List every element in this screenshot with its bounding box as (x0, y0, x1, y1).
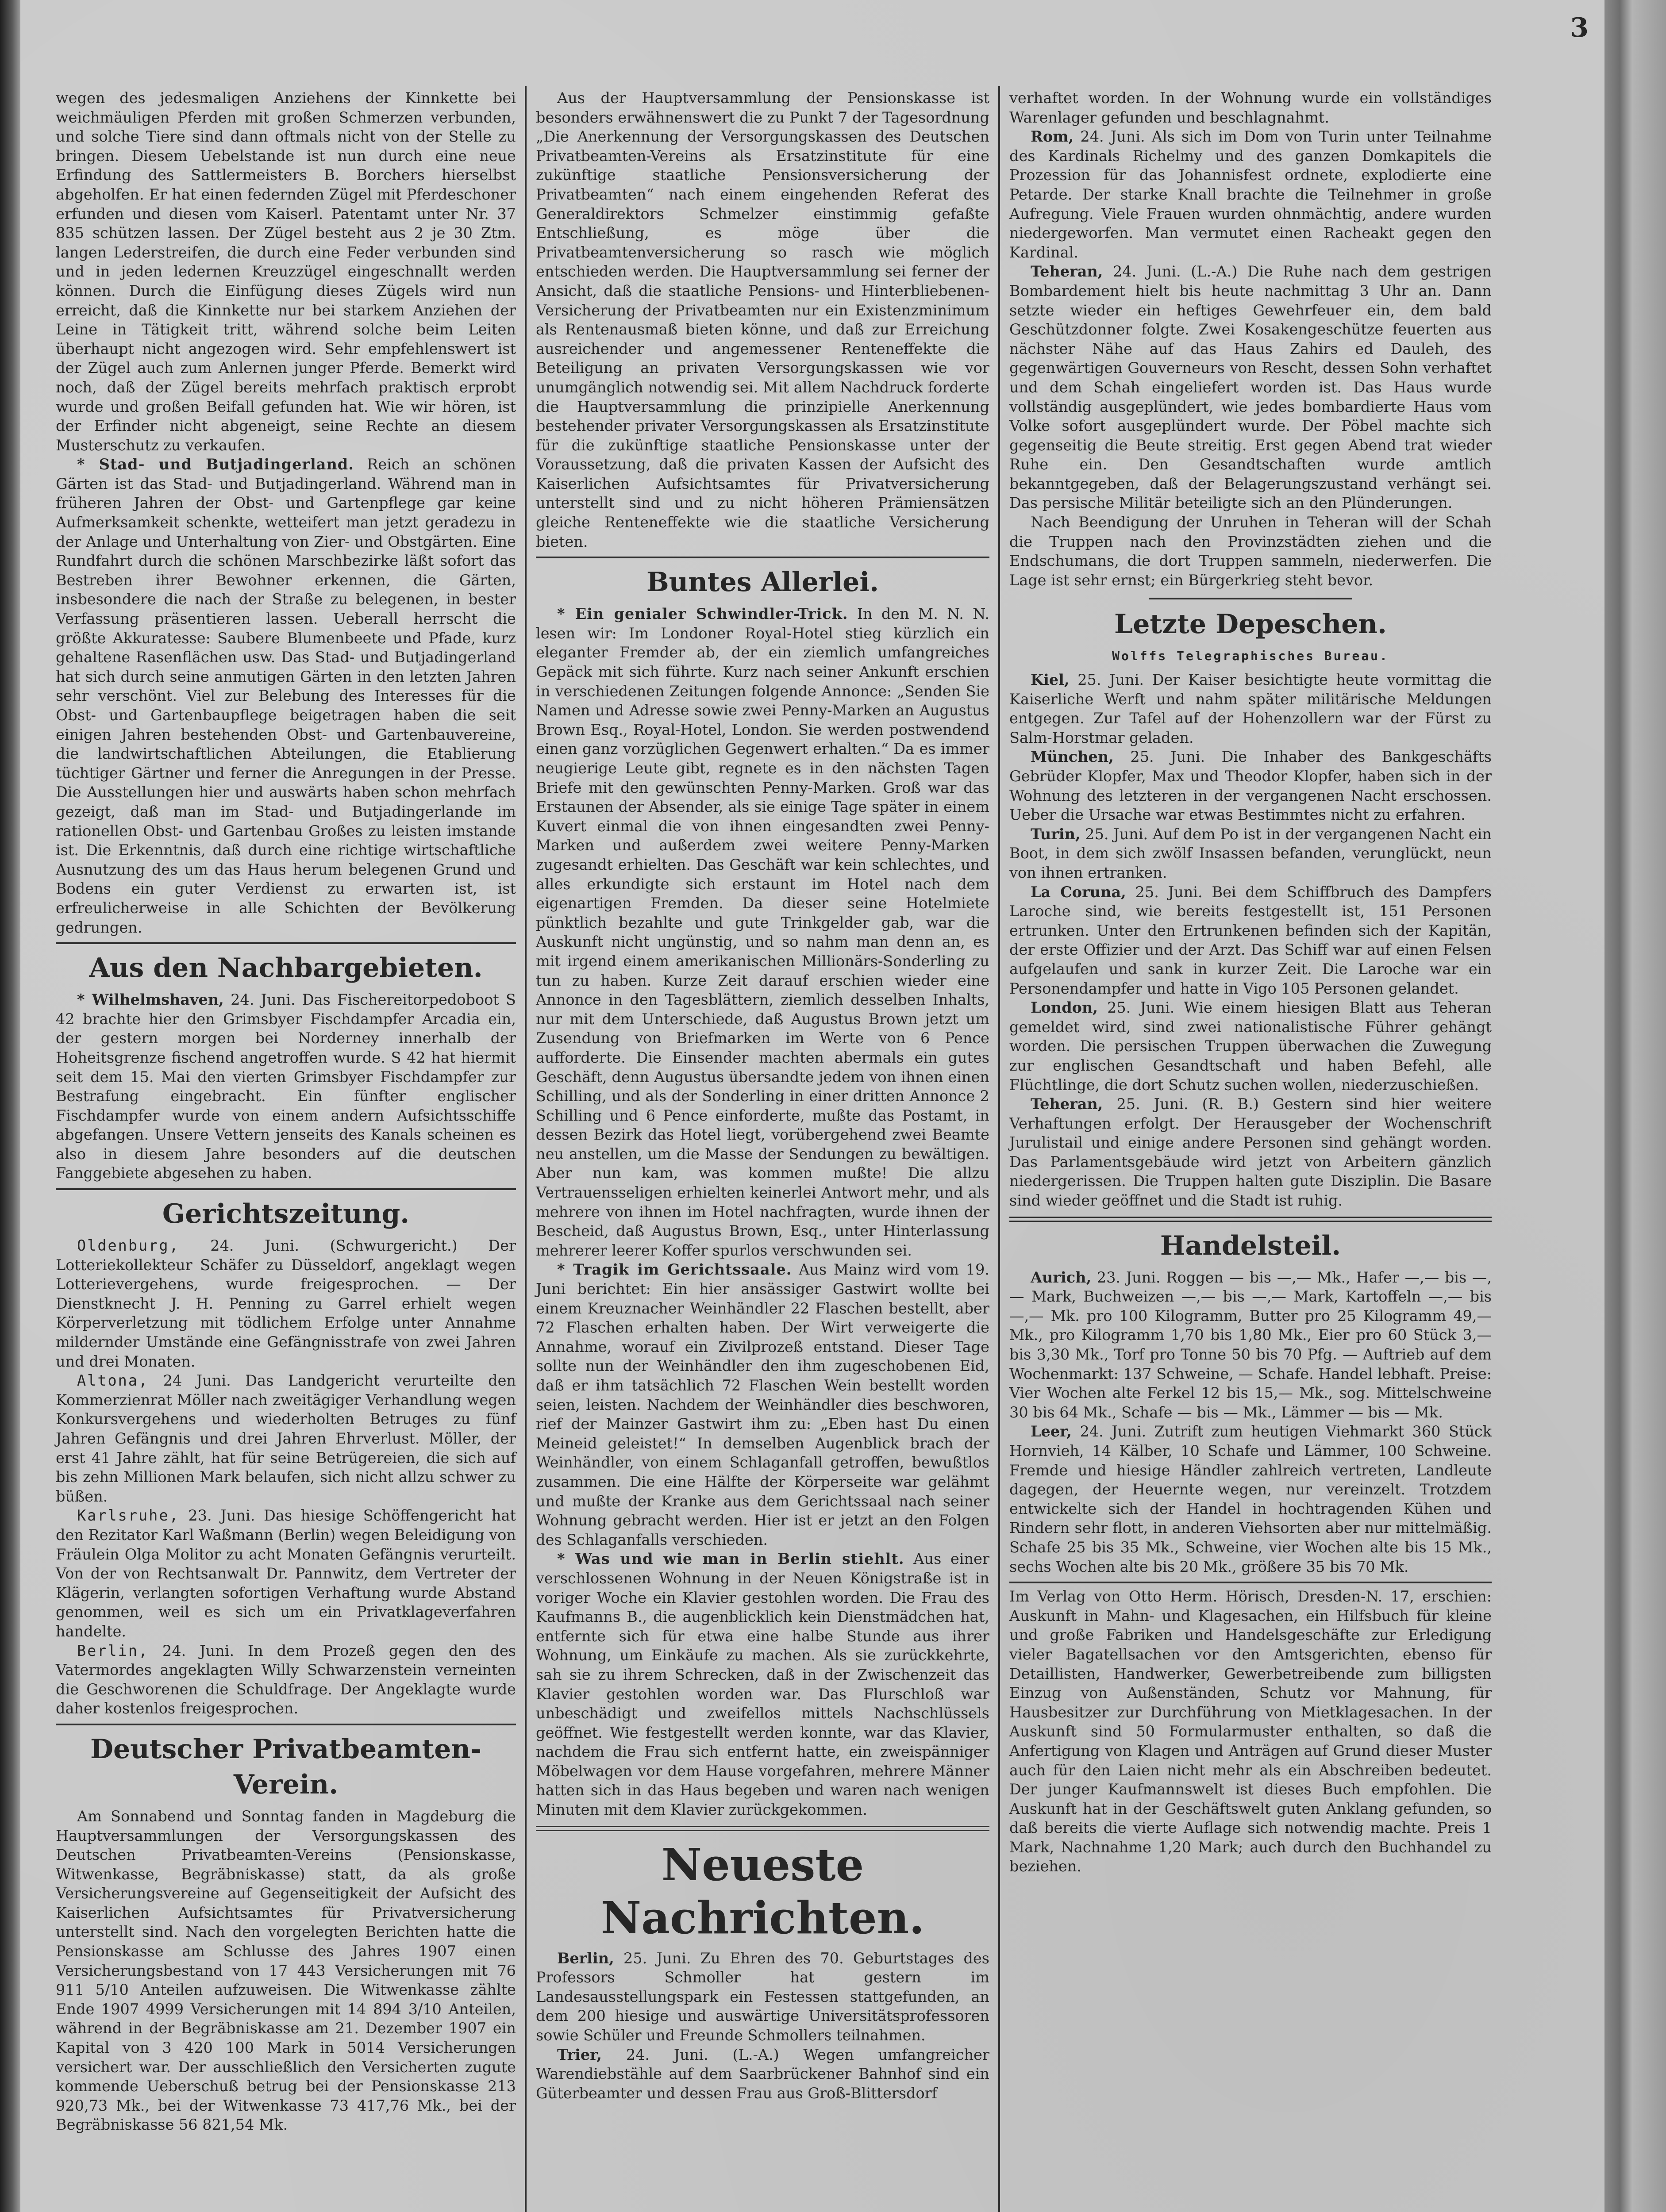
section-divider (1149, 598, 1352, 599)
dateline-place: München, (1031, 748, 1114, 766)
article-paragraph (1009, 1268, 1492, 1422)
article-paragraph (1009, 747, 1492, 824)
dateline-place: Kiel, (1031, 671, 1070, 689)
article-paragraph (56, 455, 516, 937)
section-divider (1009, 1217, 1492, 1222)
article-text: Aus Mainz wird vom 19. Juni berichtet: Ein hier ansässiger Gastwirt wollte bei einem Kreuznacher Weinhändler 22 Flaschen bestellt, aber 72 Flaschen erhalten haben. Der Wirt verweigerte die Annahme, worauf ein Zivilprozeß entstand. Dieser Tage sollte nun der Weinhändler den ihm zugeschobenen Eid, daß er ihm tatsächlich 72 Flaschen Wein bestellt worden seien, leisten. Nachdem der Weinhändler dies beschworen, rief der Mainzer Gastwirt ihm zu: „Eben hast Du einen Meineid geleistet!“ In demselben Augenblick brach der Weinhändler, von einem Schlaganfall getroffen, bewußtlos zusammen. Die eine Hälfte der Körperseite war gelähmt und mußte der Kranke aus dem Gerichtssaal nach seiner Wohnung gebracht werden. Hier ist er jetzt an den Folgen des Schlaganfalls verschieden. (536, 1261, 989, 1548)
article-paragraph (536, 1260, 989, 1549)
dateline-place: Altona, (77, 1372, 149, 1390)
scan-right-edge (1604, 0, 1666, 2212)
section-divider (536, 1826, 989, 1831)
article-paragraph (56, 1641, 516, 1718)
article-text: 23. Juni. Das hiesige Schöffengericht hat den Rezitator Karl Waßmann (Berlin) wegen Beleidigung von Fräulein Olga Molitor zu acht Monaten Gefängnis verurteilt. Von der von Rechtsanwalt Dr. Pannwitz, dem Vertreter der Klägerin, verlangten sofortigen Verhaftung wurde Abstand genommen, weil es sich um ein Privatklageverfahren handelte. (56, 1507, 516, 1640)
column-1 (56, 88, 516, 2212)
newspaper-page (20, 0, 1604, 2212)
article-paragraph (56, 1506, 516, 1641)
article-text: 24. Juni. (L.-A.) Wegen umfangreicher Warendiebstähle auf dem Saarbrückener Bahnhof sind ein Güterbeamter und dessen Frau aus Groß-Blittersdorf (536, 2046, 990, 2102)
section-divider (56, 1724, 516, 1725)
article-headline: * Tragik im Gerichtssaale. (557, 1261, 792, 1279)
dateline-place: Leer, (1031, 1423, 1072, 1440)
section-title: Neueste Nachrichten. (600, 1838, 925, 1944)
article-text: 24. Juni. Zutrift zum heutigen Viehmarkt 360 Stück Hornvieh, 14 Kälber, 10 Schafe und Lämmer, 100 Schweine. Fremde und hiesige Händler zahlreich vertreten, Landleute dagegen, der Heuernte wegen, nur vereinzelt. Trotzdem entwickelte sich der Handel in hochtragenden Kühen und Rindern sehr flott, in anderen Viehsorten aber nur mittelmäßig. Schafe 25 bis 35 Mk., Schweine, vier Wochen alte bis 15 Mk., sechs Wochen alte bis 20 Mk., größere 35 bis 70 Mk. (1009, 1423, 1492, 1575)
article-paragraph: Aus der Hauptversammlung der Pensionskasse ist besonders erwähnenswert die zu Punkt 7 der Tagesordnung „Die Anerkennung der Versorgungskassen des Deutschen Privatbeamten-Vereins als Ersatzinstitute für eine zukünftige staatliche Pensionsversicherung der Privatbeamten“ nach einem eingehenden Referat des Generaldirektors Schmelzer einstimmig gefaßte Entschließung, es möge über die Privatbeamtenversicherung so rasch wie möglich entschieden werden. Die Hauptversammlung sei ferner der Ansicht, daß die staatliche Pensions- und Hinterbliebenen-Versicherung der Privatbeamten nur ein Existenzminimum als Rentenausmaß bieten könne, und daß zur Erreichung ausreichender und angemessener Renteneffekte die Beteiligung an privaten Versorgungskassen wie vor unumgänglich notwendig sei. Mit allem Nachdruck forderte die Hauptversammlung die prinzipielle Anerkennung bestehender privater Versorgungskassen als Ersatzinstitute für die zukünftige staatliche Pensionskasse unter der Voraussetzung, daß die privaten Kassen der Aufsicht des Kaiserlichen Aufsichtsamtes für Privatversicherung unterstellt sind und zu nicht höheren Prämiensätzen gleiche Renteneffekte wie die staatliche Versicherung bieten. (536, 89, 989, 550)
dateline-place: London, (1031, 999, 1098, 1017)
dateline-place: Karlsruhe, (77, 1507, 180, 1525)
article-text: 24 Juni. Das Landgericht verurteilte den Kommerzienrat Möller nach zweitägiger Verhandlung wegen Konkursvergehens und wiederholten Betruges zu fünf Jahren Gefängnis und drei Jahren Ehrverlust. Möller, der erst 41 Jahre zählt, hat für seine Betrügereien, die sich auf bis zehn Millionen Mark belaufen, sich nicht allzu schwer zu büßen. (56, 1372, 516, 1505)
article-text: Aus einer verschlossenen Wohnung in der Neuen Königstraße ist in voriger Woche ein Klavier gestohlen worden. Die Frau des Kaufmanns B., die augenblicklich kein Dienstmädchen hat, entfernte sich für etwa eine halbe Stunde aus ihrer Wohnung, um Einkäufe zu machen. Als sie zurückkehrte, sah sie zu ihrem Schrecken, daß in der Zwischenzeit das Klavier gestohlen worden war. Das Flurschloß war unbeschädigt und zweifellos mittels Nachschlüssels geöffnet. Wie festgestellt werden konnte, war das Klavier, nachdem die Frau sich entfernt hatte, ein zweispänniger Möbelwagen vor dem Hause vorgefahren, mehrere Männer hatten sich in das Haus begeben und waren nach wenigen Minuten mit dem Klavier zurückgekommen. (536, 1550, 989, 1819)
dateline-place: Aurich, (1031, 1268, 1092, 1286)
advertisement (1009, 1587, 1492, 1876)
article-text: 25. Juni. Der Kaiser besichtigte heute vormittag die Kaiserliche Werft und nahm später militärische Meldungen entgegen. Zur Tafel auf der Hohenzollern war der Fürst zu Salm-Horstmar geladen. (1009, 671, 1492, 746)
article-paragraph (56, 990, 516, 1183)
section-title: Handelsteil. (1160, 1230, 1341, 1261)
article-text: 25. Juni. Zu Ehren des 70. Geburtstages des Professors Schmoller hat gestern im Landesausstellungspark ein Festessen stattgefunden, an dem 200 hiesige und auswärtige Universitätsprofessoren sowie Schüler und Freunde Schmollers teilnahmen. (536, 1949, 989, 2044)
section-title: Letzte Depeschen. (1114, 609, 1387, 640)
article-text: 24. Juni. In dem Prozeß gegen den des Vatermordes angeklagten Willy Schwarzenstein verneinten die Geschworenen die Schuldfrage. Der Angeklagte wurde daher kostenlos freigesprochen. (56, 1642, 516, 1717)
section-divider (56, 942, 516, 944)
scan-left-edge (0, 0, 20, 2212)
article-text: 24. Juni. (L.-A.) Die Ruhe nach dem gestrigen Bombardement hielt bis heute nachmittag 3 Uhr an. Dann setzte wieder ein heftiges Gewehrfeuer ein, dem bald Geschützdonner folgte. Zwei Kosakengeschütze feuerten aus nächster Nähe auf das Haus Zahirs ed Dauleh, des gegenwärtigen Gouverneurs von Rescht, dessen Sohn verhaftet und dem Schah eingeliefert worden ist. Das Haus wurde vollständig ausgeplündert, wie jedes bombardierte Haus vom Volke sofort ausgeplündert wurde. Der Pöbel machte sich gegenseitig die Beute streitig. Erst gegen Abend trat wieder Ruhe ein. Den Gesandtschaften wurde amtlich bekanntgegeben, daß der Belagerungszustand verhängt sei. Das persische Militär beteiligte sich an den Plünderungen. (1009, 263, 1492, 512)
column-3 (1009, 88, 1492, 2212)
article-paragraph (536, 2045, 989, 2103)
article-headline: * Stad- und Butjadingerland. (77, 456, 354, 473)
article-text: 23. Juni. Roggen — bis —,— Mk., Hafer —,— bis —,— Mark, Buchweizen —,— bis —,— Mark, Kartoffeln —,— bis —,— Mk. pro 100 Kilogramm, Butter pro 25 Kilogramm 49,— Mk., pro Kilogramm 1,70 bis 1,80 Mk., Eier pro 60 Stück 3,— bis 3,30 Mk., Torf pro Tonne 50 bis 70 Pfg. — Auftrieb auf dem Wochenmarkt: 137 Schweine, — Schafe. Handel lebhaft. Preise: Vier Wochen alte Ferkel 12 bis 15,— Mk., sog. Mittelschweine 30 bis 64 Mk., Schafe — bis — Mk., Lämmer — bis — Mk. (1009, 1268, 1492, 1421)
article-paragraph: Nach Beendigung der Unruhen in Teheran will der Schah die Truppen nach den Provinzstädten ziehen und die Endschumans, die dort Truppen sammeln, niederwerfen. Die Lage ist sehr ernst; ein Bürgerkrieg steht bevor. (1009, 514, 1492, 589)
article-paragraph (1009, 262, 1492, 513)
dateline-place: Berlin, (77, 1642, 149, 1659)
article-text: 25. Juni. Die Inhaber des Bankgeschäfts Gebrüder Klopfer, Max und Theodor Klopfer, haben sich in der Wohnung des letzteren in der vergangenen Nacht erschossen. Ueber die Ursache war etwas Bestimmtes nicht zu erfahren. (1009, 748, 1492, 824)
page-number: 3 (1570, 12, 1589, 43)
dateline-place: * Wilhelmshaven, (77, 991, 224, 1009)
section-divider (56, 1188, 516, 1190)
section-title: Buntes Allerlei. (646, 567, 879, 598)
section-title: Deutscher Privatbeamten-Verein. (90, 1733, 482, 1800)
article-paragraph: Am Sonnabend und Sonntag fanden in Magdeburg die Hauptversammlungen der Versorgungskassen des Deutschen Privatbeamten-Vereins (Pensionskasse, Witwenkasse, Begräbniskasse) statt, da als große Versicherungsvereine auf Gegenseitigkeit der Aufsicht des Kaiserlichen Aufsichtsamtes für Privatversicherung unterstellt sind. Nach den vorgelegten Berichten hatte die Pensionskasse am Schlusse des Jahres 1907 einen Versicherungsbestand von 17 443 Versicherungen mit 76 911 5/10 Anteilen aufzuweisen. Die Witwenkasse zählte Ende 1907 4999 Versicherungen mit 14 894 3/10 Anteilen, während in der Begräbniskasse am 21. Dezember 1907 ein Kapital von 3 420 100 Mark in 5014 Versicherungen versichert war. Der ausschließlich den Versicherten zugute kommende Ueberschuß betrug bei der Pensionskasse 213 920,73 Mk., bei der Witwenkasse 73 417,76 Mk., bei der Begräbniskasse 56 821,54 Mk. (56, 1807, 516, 2134)
section-divider (1009, 1582, 1492, 1583)
dateline-place: Teheran, (1031, 263, 1103, 280)
advertisement-text: Im Verlag von Otto Herm. Hörisch, Dresden-N. 17, erschien: Auskunft in Mahn- und Klagesachen, ein Hilfsbuch für kleine und große Fabriken und Handelsgeschäfte zur Erledigung vieler Bagatellsachen vor den Amtsgerichten, ebenso für Detaillisten, Handwerker, Gewerbetreibende zum billigsten Einzug von Außenständen, Schutz vor Mahnung, für Hausbesitzer zur Durchführung von Mietklagesachen. In der Auskunft sind 50 Formularmuster enthalten, so daß die Anfertigung von Klagen und Anträgen auf Grund dieser Muster auch für den Laien nicht mehr als ein Abschreiben bedeutet. Der junger Kaufmannswelt ist dieses Buch empfohlen. Die Auskunft hat in der Geschäftswelt guten Anklang gefunden, so daß bereits die vierte Auflage sich notwendig machte. Preis 1 Mark, Nachnahme 1,20 Mark; auch durch den Buchhandel zu beziehen. (1009, 1588, 1492, 1875)
article-text: 24. Juni. (Schwurgericht.) Der Lotteriekollekteur Schäfer zu Düsseldorf, angeklagt wegen Lotterievergehens, wurde freigesprochen. — Der Dienstknecht J. H. Penning zu Garrel erhielt wegen Körperverletzung mit tödlichem Erfolge unter Annahme mildernder Umstände eine Gefängnisstrafe von zwei Jahren und drei Monaten. (56, 1237, 516, 1370)
article-paragraph (56, 1371, 516, 1506)
article-text: 24. Juni. Als sich im Dom von Turin unter Teilnahme des Kardinals Richelmy und des ganzen Domkapitels die Prozession für das Johannisfest ordnete, explodierte eine Petarde. Der starke Knall brachte die Teilnehmer in große Aufregung. Viele Frauen wurden ohnmächtig, andere wurden niedergeworfen. Man vermutet einen Racheakt gegen den Kardinal. (1009, 128, 1492, 261)
article-paragraph: verhaftet worden. In der Wohnung wurde ein vollständiges Warenlager gefunden und beschlagnahmt. (1009, 89, 1492, 126)
dateline-place: Rom, (1031, 128, 1074, 146)
article-paragraph (1009, 998, 1492, 1094)
section-subtitle: Wolffs Telegraphisches Bureau. (1112, 649, 1389, 664)
dateline-place: Oldenburg, (77, 1237, 180, 1255)
article-paragraph (1009, 1422, 1492, 1576)
article-text: In den M. N. N. lesen wir: Im Londoner Royal-Hotel stieg kürzlich ein eleganter Fremder ab, der ein ziemlich umfangreiches Gepäck mit sich führte. Kurz nach seiner Ankunft erschien in verschiedenen Zeitungen folgende Annonce: „Senden Sie Namen und Adresse sowie zwei Penny-Marken an Augustus Brown Esq., Royal-Hotel, London. Sie werden postwendend einen ganz vorzüglichen Gegenwert erhalten.“ Da es immer neugierige Leute gibt, regnete es in den nächsten Tagen Briefe mit den gewünschten Penny-Marken. Groß war das Erstaunen der Absender, als sie einige Tage später in einem Kuvert einmal die von ihnen eingesandten zwei Penny-Marken und außerdem zwei weitere Penny-Marken zugesandt erhielten. Das Geschäft war kein schlechtes, und alles erkundigte sich erstaunt im Hotel nach dem eigenartigen Fremden. Da dieser seine Hotelmiete pünktlich bezahlte und gute Trinkgelder gab, war die Auskunft nicht ungünstig, und so nahm man denn an, es mit irgend einem amerikanischen Millionärs-Sonderling zu tun zu haben. Kurze Zeit darauf erschien wieder eine Annonce in den Tagesblättern, ziemlich desselben Inhalts, nur mit dem Unterschiede, daß Augustus Brown jetzt um Zusendung von Briefmarken im Werte von 6 Pence aufforderte. Die Einsender machten abermals ein gutes Geschäft, denn Augustus übersandte jedem von ihnen einen Schilling, und als der Sonderling in einer dritten Annonce 2 Schilling und 6 Pence einforderte, mußte das Postamt, in dessen Bezirk das Hotel liegt, vorübergehend zwei Beamte neu anstellen, um die Masse der Sendungen zu bewältigen. Aber nun kam, was kommen mußte! Die allzu Vertrauensseligen erhielten keinerlei Antwort mehr, und als mehrere von ihnen im Hotel nachfragten, wurde ihnen der Bescheid, daß Augustus Brown, Esq., unter Hinterlassung mehrerer leerer Koffer spurlos verschwunden sei. (536, 605, 989, 1259)
article-paragraph (1009, 1094, 1492, 1210)
article-text: 25. Juni. Bei dem Schiffbruch des Dampfers Laroche sind, wie bereits festgestellt ist, 151 Personen ertrunken. Unter den Ertrunkenen befinden sich der Kapitän, der erste Offizier und der Arzt. Das Schiff war auf einen Felsen aufgelaufen und sank in kurzer Zeit. Die Laroche war ein Personendampfer und hatte in Vigo 105 Personen gelandet. (1009, 883, 1492, 997)
article-paragraph (536, 1549, 989, 1819)
column-rule (998, 86, 1000, 2212)
article-headline: * Ein genialer Schwindler-Trick. (557, 605, 848, 623)
dateline-place: La Coruna, (1031, 883, 1126, 901)
article-text: Reich an schönen Gärten ist das Stad- und Butjadingerland. Während man in früheren Jahren der Obst- und Gartenpflege gar keine Aufmerksamkeit schenkte, wetteifert man jetzt geradezu in der Anlage und Unterhaltung von Zier- und Obstgärten. Eine Rundfahrt durch die schönen Marschbezirke läßt sofort das Bestreben ihrer Bewohner erkennen, die Gärten, insbesondere die nach der Straße zu belegenen, in bester Verfassung präsentieren lassen. Ueberall herrscht die größte Akkuratesse: Saubere Blumenbeete und Pfade, kurz gehaltene Rasenflächen usw. Das Stad- und Butjadingerland hat sich durch seine anmutigen Gärten in den letzten Jahren sehr verschönt. Viel zur Belebung des Interesses für die Obst- und Gartenbaupflege beigetragen haben die seit einigen Jahren bestehenden Obst- und Gartenbauvereine, die landwirtschaftlichen Abteilungen, die Etablierung tüchtiger Gärtner und ferner die Anregungen in der Presse. Die Ausstellungen hier und auswärts haben schon mehrfach gezeigt, daß man im Stad- und Butjadingerlande im rationellen Obst- und Gartenbau Großes zu leisten imstande ist. Die Erkenntnis, daß durch eine richtige wirtschaftliche Ausnutzung des um das Haus herum belegenen Grund und Bodens ein guter Verdienst zu erwarten ist, ist erfreulicherweise in alle Schichten der Bevölkerung gedrungen. (56, 456, 516, 936)
dateline-place: Turin, (1031, 825, 1081, 843)
article-text: 25. Juni. (R. B.) Gestern sind hier weitere Verhaftungen erfolgt. Der Herausgeber der Wochenschrift Jurulistail und einige andere Personen sind gehängt worden. Das Parlamentsgebäude wird jetzt von Arbeitern gänzlich niedergerissen. Die Truppen halten gute Disziplin. Die Basare sind wieder geöffnet und die Stadt ist ruhig. (1009, 1095, 1492, 1210)
dateline-place: Berlin, (557, 1949, 614, 1967)
dateline-place: Trier, (557, 2046, 602, 2063)
section-divider (536, 557, 989, 558)
column-rule (525, 86, 527, 2212)
dateline-place: Teheran, (1031, 1095, 1103, 1113)
article-headline: * Was und wie man in Berlin stiehlt. (557, 1550, 904, 1568)
article-paragraph (1009, 883, 1492, 998)
article-paragraph (536, 1949, 989, 2045)
article-text: 25. Juni. Wie einem hiesigen Blatt aus Teheran gemeldet wird, sind zwei nationalistische Führer gehängt worden. Die persischen Truppen überwachen die Zuwegung zur englischen Gesandtschaft und haben Befehl, alle Flüchtlinge, die dort Schutz suchen wollen, niederzuschießen. (1009, 999, 1492, 1094)
article-paragraph (1009, 825, 1492, 883)
article-text: 24. Juni. Das Fischereitorpedoboot S 42 brachte hier den Grimsbyer Fischdampfer Arcadia ein, der gestern morgen bei Norderney innerhalb der Hoheitsgrenze fischend angetroffen wurde. S 42 hat hiermit seit dem 15. Mai den vierten Grimsbyer Fischdampfer zur Bestrafung eingebracht. Ein fünfter englischer Fischdampfer wurde von einem andern Aufsichtsschiffe abgefangen. Unsere Vettern jenseits des Kanals scheinen es also in diesem Jahre besonders auf die deutschen Fanggebiete abgesehen zu haben. (56, 991, 516, 1182)
article-paragraph (56, 1236, 516, 1371)
article-text: 25. Juni. Auf dem Po ist in der vergangenen Nacht ein Boot, in dem sich zwölf Insassen befanden, verunglückt, neun von ihnen ertranken. (1009, 825, 1492, 881)
article-paragraph (1009, 127, 1492, 262)
article-paragraph (1009, 670, 1492, 747)
article-paragraph: wegen des jedesmaligen Anziehens der Kinnkette bei weichmäuligen Pferden mit großen Schmerzen verbunden, und solche Tiere sind dann oftmals nicht von der Stelle zu bringen. Diesem Uebelstande ist nun durch eine neue Erfindung des Sattlermeisters B. Borchers hierselbst abgeholfen. Er hat einen federnden Zügel mit Pferdeschoner erfunden und diesen vom Kaiserl. Patentamt unter Nr. 37 835 schützen lassen. Der Zügel besteht aus 2 je 30 Ztm. langen Lederstreifen, die durch eine Feder verbunden sind und in jeden ledernen Kreuzzügel eingeschnallt werden können. Durch die Einfügung dieses Zügels wird nun erreicht, daß die Kinnkette nur bei starkem Anziehen der Leine in Tätigkeit tritt, während solche beim Leiten überhaupt nicht angezogen wird. Sehr empfehlenswert ist der Zügel auch zum Anlernen junger Pferde. Bemerkt wird noch, daß der Zügel bereits mehrfach praktisch erprobt wurde und großen Beifall gefunden hat. Wie wir hören, ist der Erfinder nicht abgeneigt, seine Rechte an diesem Musterschutz zu verkaufen. (56, 89, 516, 454)
article-paragraph (536, 604, 989, 1260)
section-title: Aus den Nachbargebieten. (89, 952, 483, 984)
section-title: Gerichtszeitung. (162, 1198, 410, 1230)
column-2 (536, 88, 989, 2212)
